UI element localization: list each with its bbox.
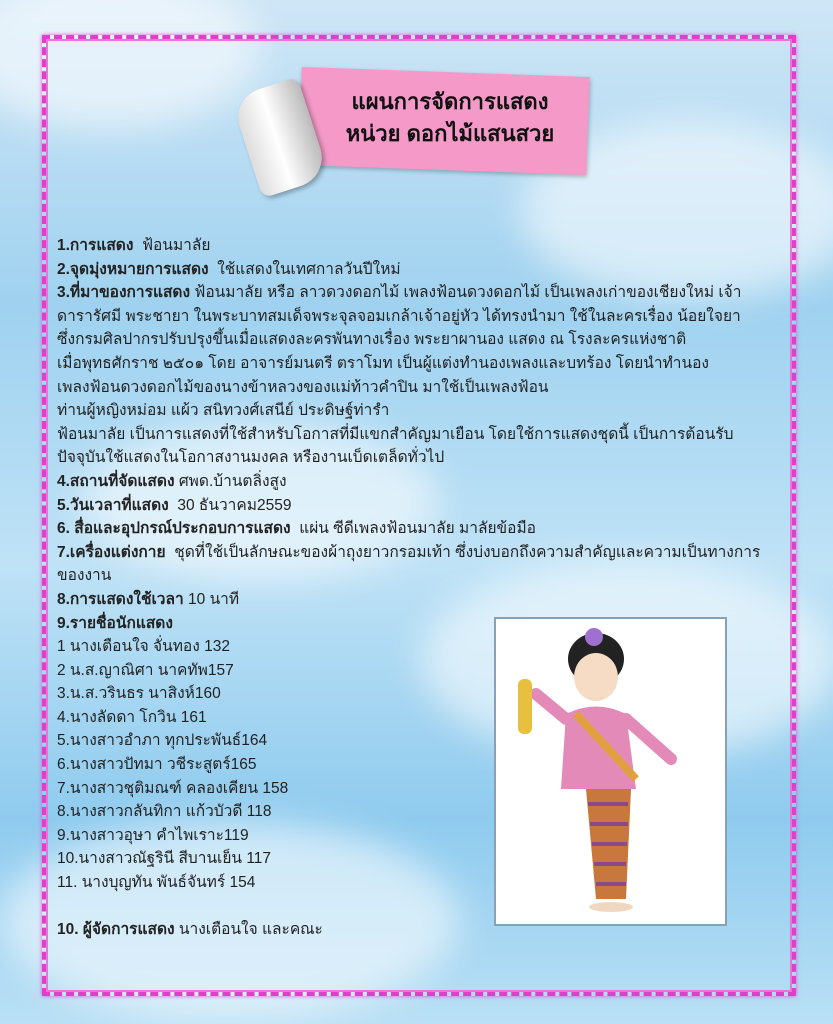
performer-item: 6.นางสาวปัทมา วชีระสูตร์165 <box>57 756 257 774</box>
section-value: ฟ้อนมาลัย หรือ ลาวดวงดอกไม้ เพลงฟ้อนดวงดอกไม้ เป็นเพลงเก่าของเชียงใหม่ เจ้า <box>194 284 742 302</box>
origin-line: ดารารัศมี พระชายา ในพระบาทสมเด็จพระจุลจอมเกล้าเจ้าอยู่หัว ได้ทรงนำมา ใช้ในละครเรื่อง น้อยใจยา <box>57 307 741 325</box>
performer-item: 2 น.ส.ญาณิศา นาคทัพ157 <box>57 661 234 679</box>
performer-item: 1 นางเตือนใจ จั่นทอง 132 <box>57 638 230 656</box>
section-costume <box>57 541 777 565</box>
section-label: 8.การแสดงใช้เวลา <box>57 590 184 608</box>
section-label: 4.สถานที่จัดแสดง <box>57 472 175 490</box>
title-line-1: แผนการจัดการแสดง <box>351 89 549 114</box>
dancer-illustration <box>494 617 727 926</box>
section-value: 30 ธันวาคม2559 <box>177 496 292 514</box>
section-date <box>57 494 777 518</box>
section-performance <box>57 234 777 258</box>
performer-item: 3.น.ส.วรินธร นาสิงห์160 <box>57 685 221 703</box>
section-value: ศพด.บ้านตลิ่งสูง <box>178 472 287 490</box>
section-value: ชุดที่ใช้เป็นลักษณะของผ้าถุงยาวกรอมเท้า ซึ่งบ่งบอกถึงความสำคัญและความเป็นทางการ <box>174 543 761 561</box>
performer-item: 8.นางสาวกลันทิกา แก้วบัวดี 118 <box>57 803 272 821</box>
section-duration <box>57 588 777 612</box>
section-venue <box>57 470 777 494</box>
section-value: นางเตือนใจ และคณะ <box>178 921 323 939</box>
section-label: 5.วันเวลาที่แสดง <box>57 496 169 514</box>
origin-line: ท่านผู้หญิงหม่อม แผ้ว สนิทวงศ์เสนีย์ ประดิษฐ์ท่ารำ <box>57 402 390 420</box>
section-objective <box>57 258 777 282</box>
performer-item: 4.นางลัดดา โกวิน 161 <box>57 708 207 726</box>
section-label: 3.ที่มาของการแสดง <box>57 284 191 302</box>
performer-item: 11. นางบุญทัน พันธ์จันทร์ 154 <box>57 874 256 892</box>
page-title <box>300 86 600 150</box>
origin-line: เมื่อพุทธศักราช ๒๕๐๑ โดย อาจารย์มนตรี ตราโมท เป็นผู้แต่งทำนองเพลงและบทร้อง โดยนำทำนอง <box>57 354 709 372</box>
section-origin <box>57 281 777 305</box>
performer-item: 10.นางสาวณัฐรินี สีบานเย็น 117 <box>57 850 272 868</box>
section-value: ใช้แสดงในเทศกาลวันปีใหม่ <box>217 260 401 278</box>
section-label: 1.การแสดง <box>57 237 134 254</box>
origin-line: ซึ่งกรมศิลปากรปรับปรุงขึ้นเมื่อแสดงละครพันทางเรื่อง พระยาผานอง แสดง ณ โรงละครแห่งชาติ <box>57 331 687 349</box>
origin-line: ปัจจุบันใช้แสดงในโอกาสงานมงคล หรืองานเบ็ดเตล็ดทั่วไป <box>57 449 445 467</box>
section-label: 7.เครื่องแต่งกาย <box>57 543 166 561</box>
origin-line: เพลงฟ้อนดวงดอกไม้ของนางข้าหลวงของแม่ท้าวคำปิน มาใช้เป็นเพลงฟ้อน <box>57 378 549 396</box>
section-value: แผ่น ซีดีเพลงฟ้อนมาลัย มาลัยข้อมือ <box>299 520 536 538</box>
performer-item: 7.นางสาวชุติมณฑ์ คลองเคียน 158 <box>57 779 289 797</box>
section-media <box>57 517 777 541</box>
section-value: ฟ้อนมาลัย <box>142 237 211 254</box>
origin-line: ฟ้อนมาลัย เป็นการแสดงที่ใช้สำหรับโอกาสที่มีแขกสำคัญมาเยือน โดยใช้การแสดงชุดนี้ เป็นการต้อนรับ <box>57 425 734 443</box>
title-line-2: หน่วย ดอกไม้แสนสวย <box>345 121 555 146</box>
costume-line: ของงาน <box>57 567 112 585</box>
thai-dancer-image <box>496 619 725 924</box>
section-value: 10 นาที <box>188 590 240 608</box>
performer-item: 5.นางสาวอำภา ทุกประพันธ์164 <box>57 732 268 750</box>
section-label: 2.จุดมุ่งหมายการแสดง <box>57 260 209 278</box>
performer-item: 9.นางสาวอุษา คำไพเราะ119 <box>57 826 249 844</box>
section-label: 10. ผู้จัดการแสดง <box>57 921 175 939</box>
section-label: 9.รายชื่อนักแสดง <box>57 614 173 632</box>
section-label: 6. สื่อและอุปกรณ์ประกอบการแสดง <box>57 520 291 538</box>
